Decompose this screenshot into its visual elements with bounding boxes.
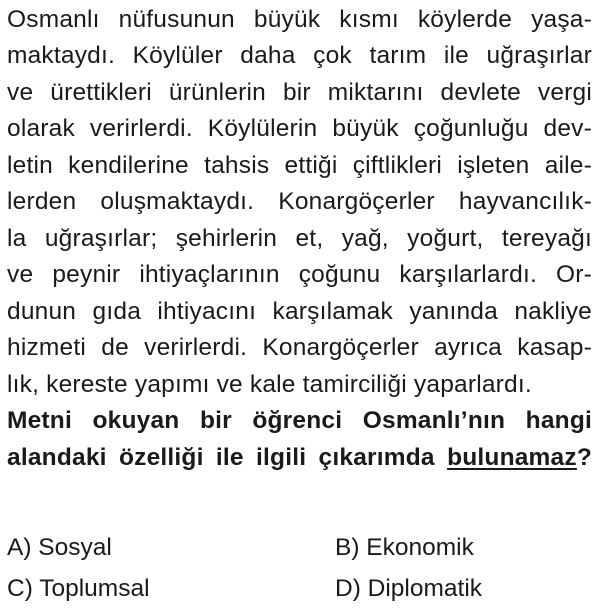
question-line-2 xyxy=(7,440,592,476)
passage-line-1: Osmanlı nüfusunun büyük kısmı köylerde yaşa- xyxy=(7,6,592,33)
question-text: alandaki özelliği ile ilgili çıkarımda xyxy=(7,444,448,471)
passage-line-5: letin kendilerine tahsis ettiği çiftlikleri işleten aile- xyxy=(7,152,592,179)
option-d[interactable]: D) Diplomatik xyxy=(335,575,483,602)
passage-line-9: dunun gıda ihtiyacını karşılamak yanında nakliye xyxy=(7,298,592,325)
passage-line-6: lerden oluşmaktaydı. Konargöçerler hayvancılık- xyxy=(7,188,592,215)
passage-line-10: hizmeti de verirlerdi. Konargöçerler ayrıca kasap- xyxy=(7,334,592,361)
question-keyword-underlined: bulunamaz xyxy=(447,444,577,471)
passage-line-2: maktaydı. Köylüler daha çok tarım ile uğraşırlar xyxy=(7,42,592,69)
question-line-1: Metni okuyan bir öğrenci Osmanlı’nın hangi xyxy=(7,407,592,434)
passage-line-8: ve peynir ihtiyaçlarının çoğunu karşılarlardı. Or- xyxy=(7,261,592,288)
passage-line-4: olarak verirlerdi. Köylülerin büyük çoğunluğu dev- xyxy=(7,115,592,142)
option-c[interactable]: C) Toplumsal xyxy=(7,575,150,602)
question-mark: ? xyxy=(576,444,592,471)
passage-line-7: la uğraşırlar; şehirlerin et, yağ, yoğurt, tereyağı xyxy=(7,225,592,252)
option-a[interactable]: A) Sosyal xyxy=(7,534,112,561)
passage-line-11: lık, kereste yapımı ve kale tamirciliği yaparlardı. xyxy=(7,371,532,398)
option-b[interactable]: B) Ekonomik xyxy=(335,534,474,561)
passage-line-3: ve ürettikleri ürünlerin bir miktarını devlete vergi xyxy=(7,79,592,106)
